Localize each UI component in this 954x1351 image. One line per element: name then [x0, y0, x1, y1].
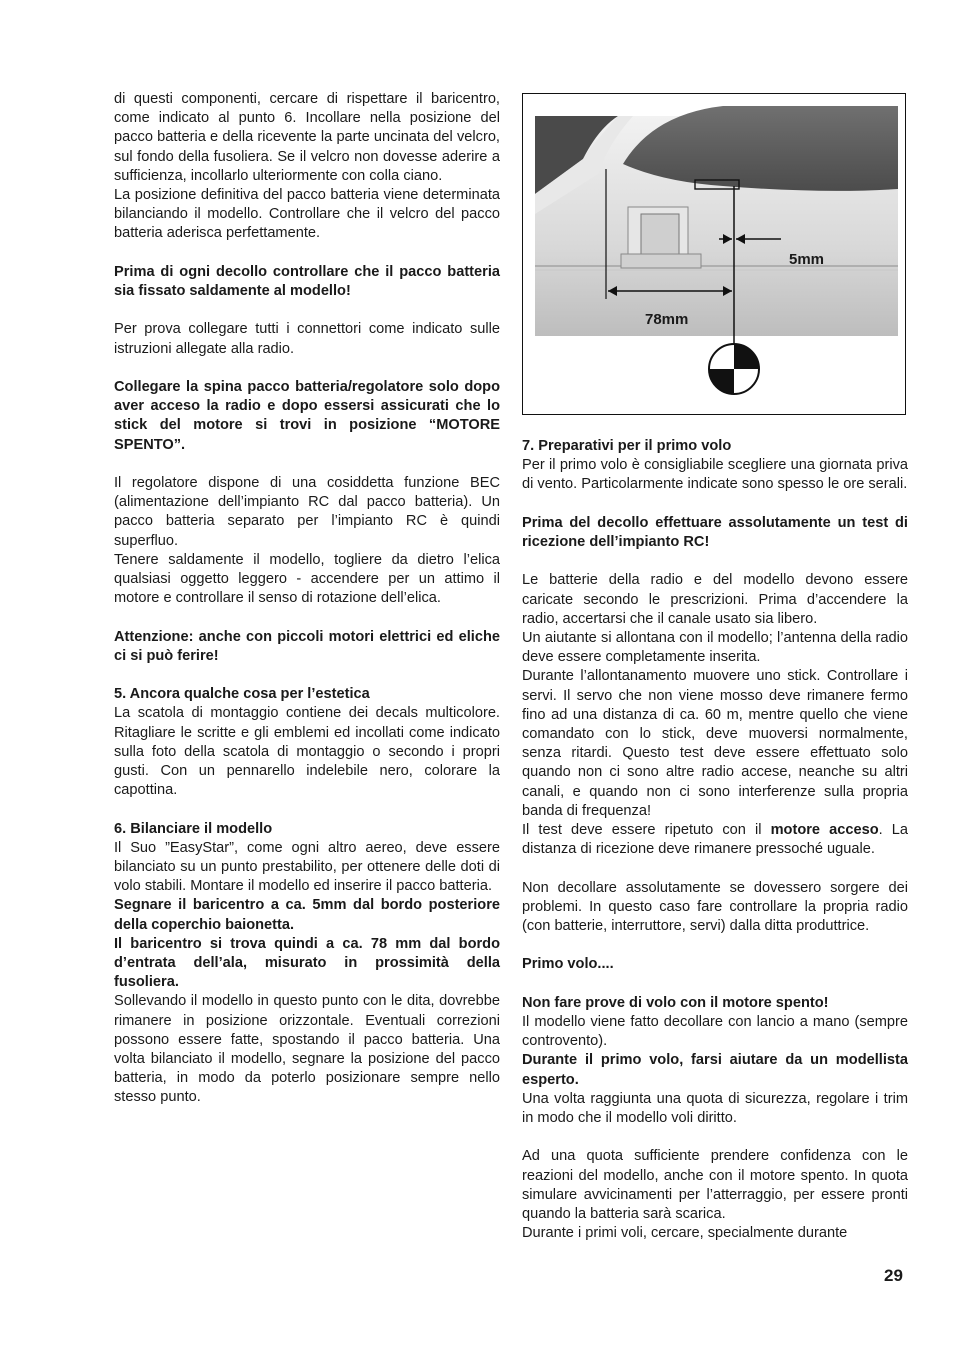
center-of-gravity-icon — [709, 344, 759, 394]
section-heading: 7. Preparativi per il primo volo — [522, 438, 732, 454]
paragraph: Le batterie della radio e del modello devono essere caricate secondo le prescrizioni. Prima d’accendere la radio, accertarsi che il canale usato sia libero. — [522, 572, 908, 627]
section-heading: 6. Bilanciare il modello — [114, 820, 273, 837]
section-heading: Primo volo.... — [522, 956, 614, 973]
warning-text: Collegare la spina pacco batteria/regolatore solo dopo aver acceso la radio e dopo essersi assicurati che lo stick del motore si trovi in posizione “MOTORE SPENTO”. — [114, 379, 500, 453]
bold-paragraph: Durante il primo volo, farsi aiutare da un modellista esperto. — [522, 1052, 908, 1088]
paragraph: Il regolatore dispone di una cosiddetta funzione BEC (alimentazione dell’impianto RC dal pacco batteria). Un pacco batteria separato per l’impianto RC è quindi superfluo. — [114, 475, 500, 549]
bold-paragraph: Il baricentro si trova quindi a ca. 78 mm dal bordo d’entrata dell’ala, misurato in prossimità della fusoliera. — [114, 935, 500, 991]
paragraph: Per il primo volo è consigliabile scegliere una giornata priva di vento. Particolarmente indicate sono spesso le ore serali. — [522, 457, 908, 493]
paragraph: Il test deve essere ripetuto con il motore acceso. La distanza di ricezione deve rimanere pressoché uguale. — [522, 822, 908, 858]
paragraph: di questi componenti, cercare di rispettare il baricentro, come indicato al punto 6. Incollare nella posizione del pacco batteria e della ricevente la parte uncinata del velcro, sul fondo della fusoliera. Se il velcro non dovesse aderire a sufficienza, incollarlo ulteriormente con colla ciano. — [114, 91, 500, 184]
label-5mm: 5mm — [789, 251, 825, 268]
balance-diagram — [522, 93, 906, 415]
paragraph: La posizione definitiva del pacco batteria viene determinata bilanciando il modello. Controllare che il velcro del pacco batteria aderisca perfettamente. — [114, 187, 500, 242]
warning-text: Non fare prove di volo con il motore spento! — [522, 994, 829, 1011]
section-heading: 5. Ancora qualche cosa per l’estetica — [114, 686, 370, 703]
paragraph: Durante i primi voli, cercare, specialmente durante — [522, 1225, 848, 1242]
left-column — [114, 90, 500, 1108]
paragraph: Il Suo ”EasyStar”, come ogni altro aereo, deve essere bilanciato su un punto prestabilito, per ottenere delle doti di volo stabili. Montare il modello ed inserire il pacco batteria. — [114, 839, 500, 895]
warning-text: Prima di ogni decollo controllare che il pacco batteria sia fissato saldamente al modello! — [114, 263, 500, 300]
warning-text: Prima del decollo effettuare assolutamente un test di ricezione dell’impianto RC! — [522, 514, 908, 550]
paragraph: Durante l’allontanamento muovere uno stick. Controllare i servi. Il servo che non viene mosso deve rimanere fermo fino ad una distanza di ca. 60 m, mentre quello che viene comandato con lo stick, deve muoversi normalmente, senza ritardi. Questo test deve essere effettuato solo quando non ci sono altre radio accese, neanche su altri canali, e quando non ci sono interferenze sulla propria banda di frequenza! — [522, 668, 908, 819]
label-78mm: 78mm — [645, 311, 689, 328]
paragraph: Sollevando il modello in questo punto con le dita, dovrebbe rimanere in posizione orizzontale. Eventuali correzioni possono essere fatte, spostando il pacco batteria. Una volta bilanciato il modello, segnare la posizione del pacco batteria, in modo da poterlo posizionare sempre nello stesso punto. — [114, 993, 500, 1106]
paragraph: La scatola di montaggio contiene dei decals multicolore. Ritagliare le scritte e gli emblemi ed incollati come indicato sulla foto della scatola di montaggio o secondo i propri gusti. Con un pennarello indelebile nero, colorare la capottina. — [114, 705, 500, 799]
paragraph: Una volta raggiunta una quota di sicurezza, regolare i trim in modo che il modello voli diritto. — [522, 1090, 908, 1127]
paragraph: Per prova collegare tutti i connettori come indicato sulle istruzioni allegate alla radio. — [114, 321, 500, 357]
paragraph: Un aiutante si allontana con il modello; l’antenna della radio deve essere completamente inserita. — [522, 630, 908, 666]
right-column — [522, 437, 908, 1243]
bold-paragraph: Segnare il baricentro a ca. 5mm dal bordo posteriore della coperchio baionetta. — [114, 897, 500, 933]
warning-text: Attenzione: anche con piccoli motori elettrici ed eliche ci si può ferire! — [114, 628, 500, 664]
paragraph: Ad una quota sufficiente prendere confidenza con le reazioni del modello, anche con il motore spento. In quota simulare avvicinamenti per l’atterraggio, per essere pronti quando la batteria sarà scarica. — [522, 1148, 908, 1223]
paragraph: Il modello viene fatto decollare con lancio a mano (sempre controvento). — [522, 1014, 908, 1050]
paragraph: Tenere saldamente il modello, togliere da dietro l’elica qualsiasi oggetto leggero - accendere per un attimo il motore e controllare il senso di rotazione dell’elica. — [114, 551, 500, 607]
page-number: 29 — [884, 1266, 903, 1285]
paragraph: Non decollare assolutamente se dovessero sorgere dei problemi. In questo caso fare controllare la propria radio (con batterie, interruttore, servi) dalla ditta produttrice. — [522, 879, 908, 935]
